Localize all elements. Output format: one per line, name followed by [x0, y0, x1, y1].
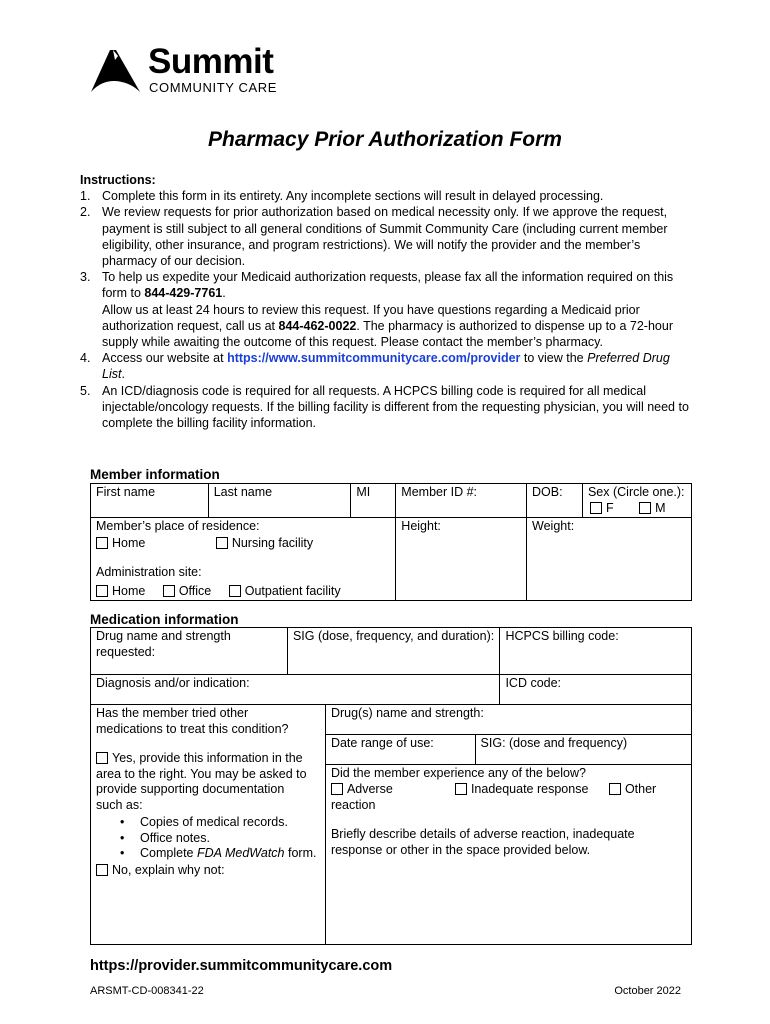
member-info-table — [90, 483, 692, 601]
instruction-item-4: 4. Access our website at https://www.summitcommunitycare.com/provider to view the Preferred Drug List. — [80, 351, 670, 382]
provider-website-link[interactable]: https://www.summitcommunitycare.com/provider — [227, 351, 521, 366]
residence-admin-field: Member’s place of residence: Home Nursing facility Administration site: Home Office Outpatient facility — [91, 518, 396, 601]
admin-outpatient-checkbox[interactable] — [229, 585, 241, 597]
sex-m-checkbox[interactable] — [639, 502, 651, 514]
summit-logo — [88, 44, 298, 100]
residence-home-checkbox[interactable] — [96, 537, 108, 549]
logo-wordmark: Summit — [148, 42, 274, 81]
drugs-name-strength-field[interactable]: Drug(s) name and strength: — [325, 705, 691, 735]
icd-field[interactable]: ICD code: — [500, 675, 692, 705]
instructions-list — [80, 188, 690, 431]
instructions — [80, 172, 690, 431]
bullet-office-notes: • Office notes. — [118, 831, 320, 847]
inadequate-checkbox[interactable] — [455, 783, 467, 795]
instruction-item-1: 1. Complete this form in its entirety. Any incomplete sections will result in delayed processing. — [80, 189, 604, 204]
medication-section-title: Medication information — [90, 612, 239, 627]
sex-field: Sex (Circle one.): F M — [582, 484, 691, 518]
diagnosis-field[interactable]: Diagnosis and/or indication: — [91, 675, 500, 705]
hcpcs-field[interactable]: HCPCS billing code: — [500, 628, 692, 675]
first-name-field[interactable]: First name — [91, 484, 209, 518]
preferred-drug-list: Preferred Drug List — [102, 351, 670, 382]
dob-field[interactable]: DOB: — [527, 484, 583, 518]
weight-field[interactable]: Weight: — [527, 518, 692, 601]
phone-number: 844-462-0022 — [278, 318, 357, 333]
form-date: October 2022 — [614, 985, 681, 997]
form-code: ARSMT-CD-008341-22 — [90, 985, 204, 997]
medication-info-table — [90, 627, 692, 945]
fax-number: 844-429-7761 — [144, 286, 223, 301]
instruction-item-3: 3. To help us expedite your Medicaid authorization requests, please fax all the information required on this form to 844-429-7761. Allow us at least 24 hours to review this request. If you have questions regarding a Medicaid prior authorization request, call us at 844-462-0022. The pharmacy is authorized to dispense up to a 72-hour supply while awaiting the outcome of this request. Please contact the member’s pharmacy. — [80, 270, 674, 350]
bullet-medical-records: • Copies of medical records. — [118, 815, 320, 831]
member-id-field[interactable]: Member ID #: — [396, 484, 527, 518]
admin-office-checkbox[interactable] — [163, 585, 175, 597]
other-checkbox[interactable] — [609, 783, 621, 795]
sex-f-checkbox[interactable] — [590, 502, 602, 514]
instruction-item-2: 2. We review requests for prior authorization based on medical necessity only. If we approve the request, payment is still subject to all general conditions of Summit Community Care (including current member eligibility, other insurance, and program restrictions). We will notify the provider and the member’s pharmacy of our decision. — [80, 205, 668, 269]
experience-field: Did the member experience any of the below? Adverse Inadequate response Other reaction Briefly describe details of adverse reaction, inadequate response or other in the space provided below. — [325, 765, 691, 945]
supporting-docs-list — [118, 815, 320, 862]
admin-home-checkbox[interactable] — [96, 585, 108, 597]
tried-medications-field: Has the member tried other medications to treat this condition? Yes, provide this information in the area to the right. You may be asked to provide supporting documentation such as: • Copies of medical records. • Office notes. • Complete FDA MedWatch form. No, explain why not: — [91, 705, 326, 945]
tried-yes-checkbox[interactable] — [96, 752, 108, 764]
page-title: Pharmacy Prior Authorization Form — [208, 128, 562, 151]
adverse-checkbox[interactable] — [331, 783, 343, 795]
member-section-title: Member information — [90, 467, 220, 482]
sig-field[interactable]: SIG (dose, frequency, and duration): — [287, 628, 499, 675]
date-range-field[interactable]: Date range of use: — [325, 735, 475, 765]
height-field[interactable]: Height: — [396, 518, 527, 601]
sig2-field[interactable]: SIG: (dose and frequency) — [475, 735, 691, 765]
last-name-field[interactable]: Last name — [208, 484, 351, 518]
logo-subtitle: COMMUNITY CARE — [149, 80, 278, 95]
instructions-heading: Instructions: — [80, 173, 156, 187]
drug-name-field[interactable]: Drug name and strength requested: — [91, 628, 288, 675]
mountain-logo-icon — [88, 48, 144, 98]
footer-url[interactable]: https://provider.summitcommunitycare.com — [90, 958, 393, 974]
bullet-medwatch: • Complete FDA MedWatch form. — [118, 846, 320, 862]
tried-no-checkbox[interactable] — [96, 864, 108, 876]
residence-nursing-checkbox[interactable] — [216, 537, 228, 549]
mi-field[interactable]: MI — [351, 484, 396, 518]
instruction-item-5: 5. An ICD/diagnosis code is required for all requests. A HCPCS billing code is required for all medical injectable/oncology requests. If the billing facility is different from the requesting physician, you will need to complete the billing facility information. — [80, 383, 689, 431]
